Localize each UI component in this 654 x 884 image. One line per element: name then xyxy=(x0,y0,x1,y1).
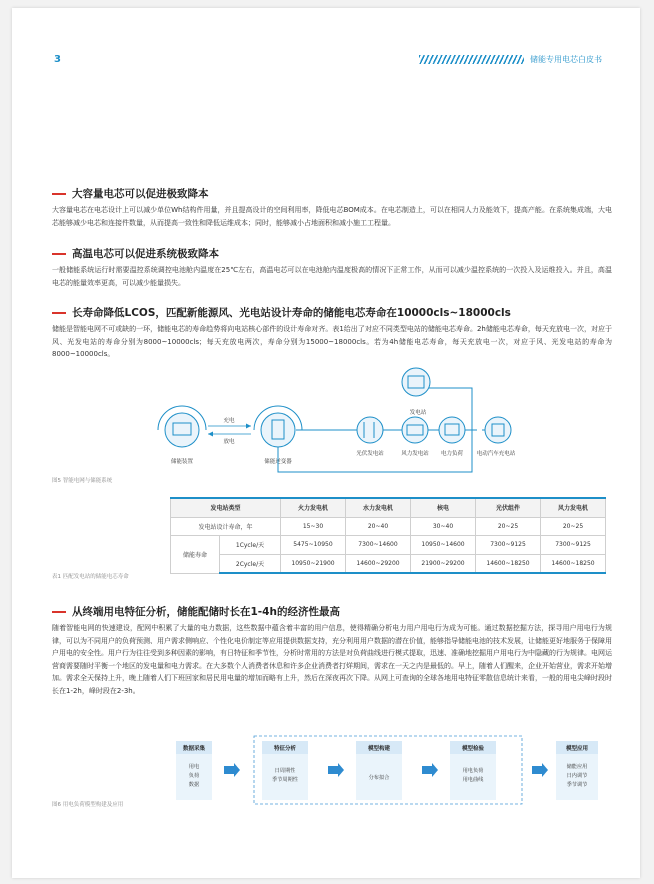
step-text: 用电曲线 xyxy=(462,777,484,783)
storage-label: 储能装置 xyxy=(170,459,194,465)
flow-arrow xyxy=(224,763,240,777)
step-text: 数据 xyxy=(188,782,200,788)
figure5-caption: 图5 智能电网与储能系统 xyxy=(52,478,113,484)
table-cell: 7300~14600 xyxy=(346,536,411,555)
heading-dash xyxy=(52,312,66,314)
wind-label: 风力发电站 xyxy=(401,451,429,457)
step-title: 模型构建 xyxy=(367,746,391,752)
table-cell: 7300~9125 xyxy=(541,536,606,555)
charge-arrowhead xyxy=(246,424,251,429)
smart-grid-diagram xyxy=(152,368,482,483)
section-title: 高温电芯可以促进系统极致降本 xyxy=(72,248,219,260)
section-heading xyxy=(52,305,612,320)
table1-caption: 表1 匹配发电站的储能电芯寿命 xyxy=(52,574,129,580)
section-title: 大容量电芯可以促进极致降本 xyxy=(72,188,209,200)
step-text: 季节调节 xyxy=(566,782,588,788)
table-cell: 储能寿命 xyxy=(171,536,220,574)
step-title: 模型检验 xyxy=(461,746,485,752)
section-title: 长寿命降低LCOS，匹配新能源风、光电站设计寿命的储能电芯寿命在10000cls~18000cls xyxy=(72,307,511,319)
table-cell: 14600~29200 xyxy=(346,554,411,573)
table-row xyxy=(171,517,606,536)
flow-arrow xyxy=(328,763,344,777)
table-cell: 14600~18250 xyxy=(541,554,606,573)
wind-node xyxy=(402,417,428,443)
load-label: 电力负荷 xyxy=(440,451,464,457)
table-cell: 20~25 xyxy=(476,517,541,536)
table-header-cell: 水力发电机 xyxy=(346,498,411,517)
step-text: 日内调节 xyxy=(566,773,588,779)
table-row xyxy=(171,554,606,573)
discharge-arrowhead xyxy=(208,432,213,437)
table-header-cell: 光伏组件 xyxy=(476,498,541,517)
table-header-row xyxy=(171,498,606,517)
table-cell: 2Cycle/天 xyxy=(220,554,281,573)
ev-node xyxy=(485,417,511,443)
table-header-cell: 火力发电机 xyxy=(281,498,346,517)
section-body: 储能是智能电网不可或缺的一环，储能电芯的寿命趋势将向电站核心部件的设计寿命对齐。表1给出了对应不同类型电站的储能电芯寿命。2h储能电芯寿命，每天充放电一次，对应于风、光发电站的寿命分别为8000~10000cls；每天充放电两次，寿命分别为15000~18000cls。若为4h储能电芯寿命，每天充放电一次，对应于风、光发电站的寿命为8000~10000cls。 xyxy=(52,325,612,358)
step-text: 分布拟合 xyxy=(368,775,390,781)
step-text: 用电负荷 xyxy=(462,768,484,774)
table-cell: 30~40 xyxy=(411,517,476,536)
table-header-cell: 核电 xyxy=(411,498,476,517)
section-body: 随着智能电网的快速建设，配网中积累了大量的电力数据，这些数据中蕴含着丰富的用户信息，使得精确分析电力用户用电行为成为可能。通过数据挖掘方法，探寻用户用电行为规律，可以为不同用户的负荷预测、用户需求侧响应、个性化电价制定等应用提供数据支持，充分利用用户数据的潜在价值，能够指导储能电池的技术发展，让储能更好地服务于保障用户用电的安全性。用户行为往往受到多种因素的影响，有日特征和季节性，分析时常用的方法是对负荷曲线进行模式提取，迅速、准确地挖掘用户用电行为中隐藏的行为规律。电网运营商需要随时平衡一个地区的发电量和电力需求。在大多数个人消费者休息和许多企业消费者打烊期间，需求在一天之内是最低的。早上，随着人们醒来，企业开始营业，需求开始增加。需求全天保持上升，晚上随着人们下班回家和居民用电量的增加而略有上升，然后在深夜再次下降。从网上可查询的全球各地用电特征零散信息统计来看，一般的用电尖峰时段时长在1-2h，峰时段在2-3h。 xyxy=(52,624,612,695)
discharge-label: 放电 xyxy=(223,439,235,445)
figure6-caption: 图6 用电负荷模型构建及应用 xyxy=(52,802,124,808)
pv-node xyxy=(357,417,383,443)
ev-station-diagram xyxy=(476,368,516,483)
load-node xyxy=(439,417,465,443)
table-cell: 发电站设计寿命，年 xyxy=(171,517,281,536)
section-heading xyxy=(52,604,612,619)
step-text: 储能应用 xyxy=(566,764,588,770)
heading-dash xyxy=(52,253,66,255)
pv-label: 光伏发电站 xyxy=(356,451,384,457)
table-header-cell: 发电站类型 xyxy=(171,498,281,517)
plant-label: 发电站 xyxy=(409,410,427,416)
heading-dash xyxy=(52,193,66,195)
header-title: 储能专用电芯白皮书 xyxy=(530,55,602,64)
table-cell: 10950~21900 xyxy=(281,554,346,573)
section-body: 一般储能系统运行时需要温控系统调控电池舱内温度在25℃左右，高温电芯可以在电池舱内温度极高的情况下正常工作，从而可以减少温控系统的一次投入及运维投入。并且，高温电芯的能量效率更高，可以减少能量损失。 xyxy=(52,266,612,287)
step-text: 用电 xyxy=(188,764,200,770)
step-title: 数据采集 xyxy=(182,746,206,752)
step-text: 负荷 xyxy=(188,773,200,779)
table-header-cell: 风力发电机 xyxy=(541,498,606,517)
table-cell: 1Cycle/天 xyxy=(220,536,281,555)
step-text: 日周期性 xyxy=(274,768,296,774)
cell-life-table xyxy=(170,497,606,574)
inverter-label: 储能逆变器 xyxy=(264,459,292,465)
table-cell: 10950~14600 xyxy=(411,536,476,555)
table-row xyxy=(171,536,606,555)
inverter-node xyxy=(261,413,295,447)
table-cell: 21900~29200 xyxy=(411,554,476,573)
section-body: 大容量电芯在电芯设计上可以减少单位Wh结构件用量，并且提高设计的空间利用率，降低电芯BOM成本。在电芯制造上，可以在相同人力及能效下，提高产能。在系统集成端，大电芯能够减少电芯和连接件数量，从而提高一致性和降低运维成本；同时，能够减小占地面积和减小施工工程量。 xyxy=(52,206,612,227)
load-model-flow xyxy=(172,734,602,806)
section-title: 从终端用电特征分析，储能配储时长在1-4h的经济性最高 xyxy=(72,606,340,618)
table-cell: 7300~9125 xyxy=(476,536,541,555)
page-number: 3 xyxy=(54,54,61,65)
section-heading xyxy=(52,246,612,261)
step-title: 模型应用 xyxy=(565,746,589,752)
storage-node xyxy=(165,413,199,447)
flow-arrow xyxy=(532,763,548,777)
table-cell: 14600~18250 xyxy=(476,554,541,573)
running-header xyxy=(419,54,602,65)
table-cell: 5475~10950 xyxy=(281,536,346,555)
charge-label: 充电 xyxy=(223,418,235,424)
document-page xyxy=(12,8,640,878)
ev-label: 电动汽车充电站 xyxy=(476,451,516,457)
header-stripes xyxy=(419,55,524,64)
step-title: 特征分析 xyxy=(273,746,297,752)
table-cell: 15~30 xyxy=(281,517,346,536)
plant-node xyxy=(402,368,430,396)
table-cell: 20~25 xyxy=(541,517,606,536)
section-heading xyxy=(52,186,612,201)
flow-arrow xyxy=(422,763,438,777)
step-text: 季节周期性 xyxy=(272,777,298,783)
heading-dash xyxy=(52,611,66,613)
table-cell: 20~40 xyxy=(346,517,411,536)
